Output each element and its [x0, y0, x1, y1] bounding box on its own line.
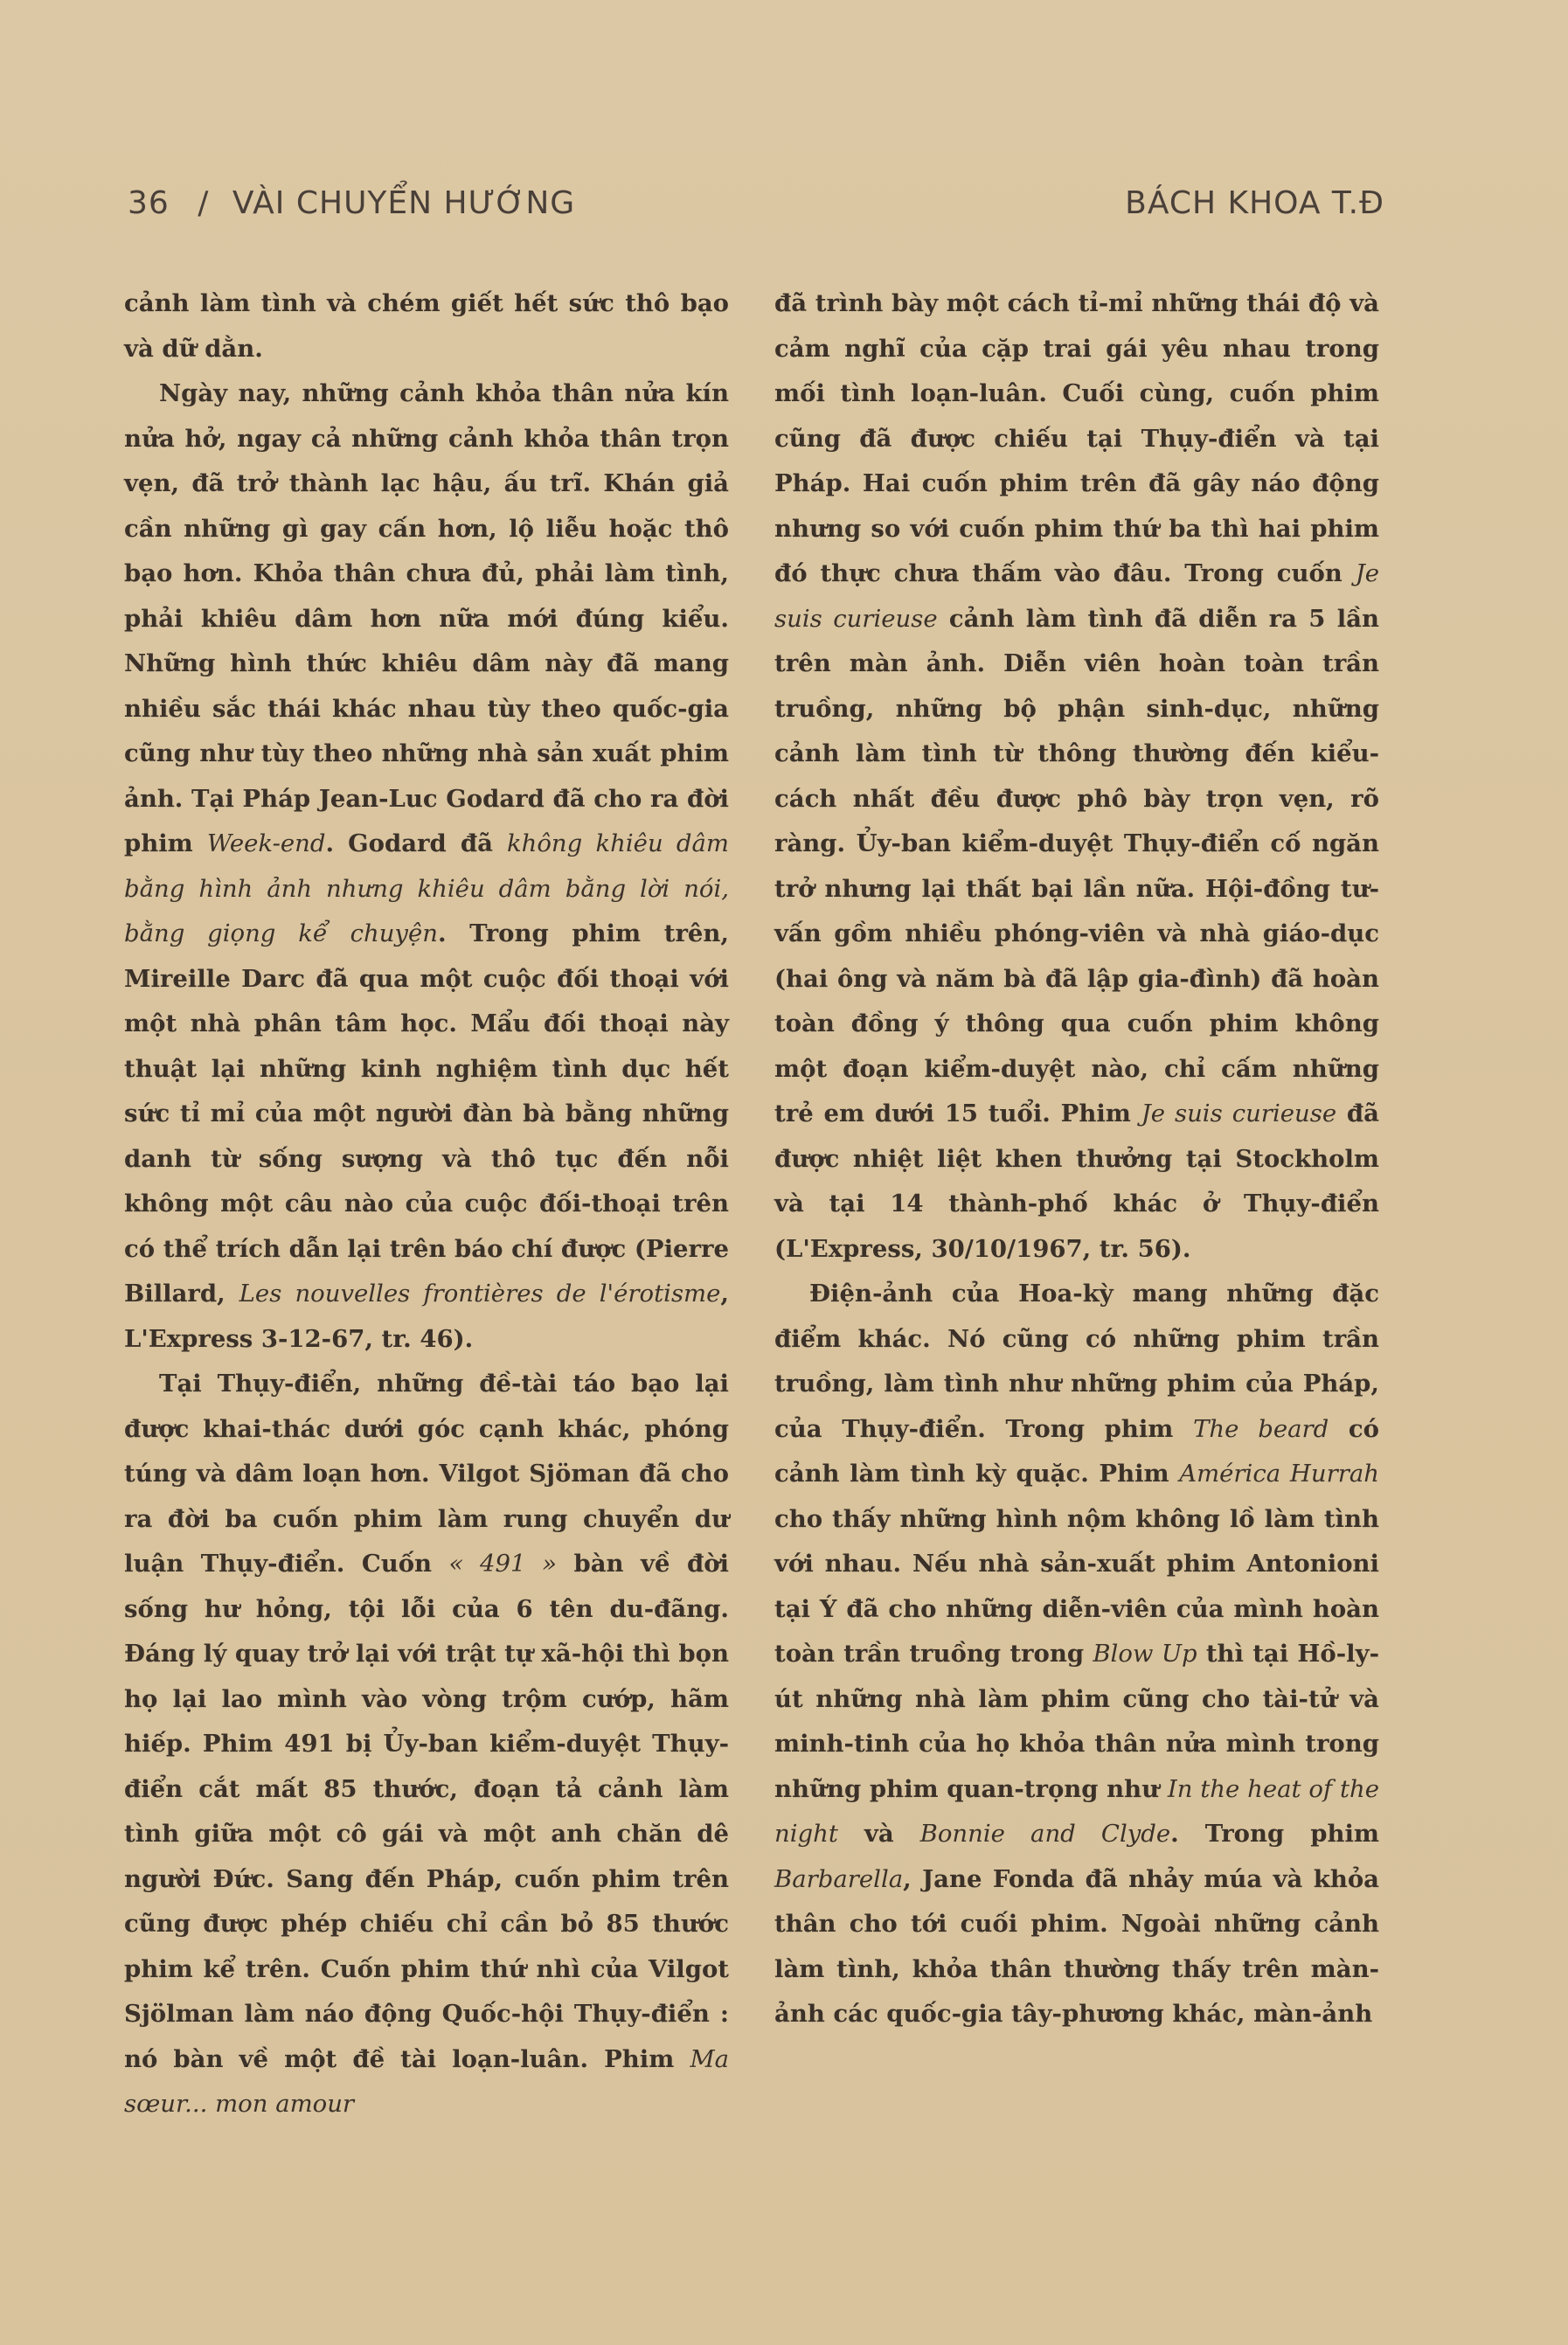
text: đã được nhiệt liệt khen thưởng tại Stockholm và tại 14 thành-phố khác ở Thụy-điển (L'Express, 30/10/1967, tr. 56).: [774, 1100, 1379, 1263]
film-title: Blow Up: [1093, 1640, 1197, 1668]
publication-name: BÁCH KHOA T.Đ: [1125, 185, 1384, 221]
text: cảnh làm tình đã diễn ra 5 lần trên màn ảnh. Diễn viên hoàn toàn trần truồng, những bộ phận sinh-dục, những cảnh làm tình từ thông thường đến kiểu-cách nhất đều được phô bày trọn vẹn, rõ ràng. Ủy-ban kiểm-duyệt Thụy-điển cố ngăn trở nhưng lại thất bại lần nữa. Hội-đồng tư-vấn gồm nhiều phóng-viên và nhà giáo-dục (hai ông và năm bà đã lập gia-đình) đã hoàn toàn đồng ý thông qua cuốn phim không một đoạn kiểm-duyệt nào, chỉ cấm những trẻ em dưới 15 tuổi. Phim: [774, 604, 1379, 1127]
text: Tại Thụy-điển, những đề-tài táo bạo lại được khai-thác dưới góc cạnh khác, phóng túng và dâm loạn hơn. Vilgot Sjöman đã cho ra đời ba cuốn phim làm rung chuyển dư luận Thụy-điển. Cuốn: [124, 1370, 729, 1578]
paragraph: [124, 371, 729, 1362]
text: , Jane Fonda đã nhảy múa và khỏa thân cho tới cuối phim. Ngoài những cảnh làm tình, khỏa thân thường thấy trên màn-ảnh các quốc-gia tây-phương khác, màn-ảnh: [774, 1864, 1379, 2028]
film-title: América Hurrah: [1179, 1460, 1379, 1488]
film-title: Bonnie and Clyde: [919, 1820, 1171, 1848]
header-left: [128, 185, 575, 221]
film-title: Ma sœur... mon amour: [124, 2044, 729, 2118]
film-title: Barbarella: [774, 1864, 904, 1893]
quote: không khiêu dâm bằng hình ảnh nhưng khiêu dâm bằng lời nói, bằng giọng kể chuyện: [124, 829, 729, 947]
book-title: Les nouvelles frontières de l'érotisme: [239, 1280, 721, 1308]
section-title: VÀI CHUYỂN HƯỚNG: [232, 185, 576, 221]
text: bàn về đời sống hư hỏng, tội lỗi của 6 tên du-đãng. Đáng lý quay trở lại với trật tự xã-hội thì bọn họ lại lao mình vào vòng trộm cướp, hãm hiếp. Phim 491 bị Ủy-ban kiểm-duyệt Thụy-điển cắt mất 85 thước, đoạn tả cảnh làm tình giữa một cô gái và một anh chăn dê người Đức. Sang đến Pháp, cuốn phim trên cũng được phép chiếu chỉ cần bỏ 85 thước phim kể trên. Cuốn phim thứ nhì của Vilgot Sjölman làm náo động Quốc-hội Thụy-điển : nó bàn về một đề tài loạn-luân. Phim: [124, 1550, 730, 2073]
film-title: Je suis curieuse: [774, 559, 1379, 633]
paragraph: [774, 1272, 1379, 2037]
film-title: In the heat of the night: [774, 1774, 1380, 1848]
text: cảnh làm tình và chém giết hết sức thô bạo và dữ dằn.: [124, 289, 729, 363]
header-separator: /: [198, 185, 210, 221]
paragraph: [124, 281, 729, 371]
text: cho thấy những hình nộm không lồ làm tình với nhau. Nếu nhà sản-xuất phim Antonioni tại Ý đã cho những diễn-viên của mình hoàn toàn trần truồng trong: [774, 1504, 1379, 1668]
text: có cảnh làm tình kỳ quặc. Phim: [774, 1414, 1379, 1488]
left-column: [124, 281, 729, 2127]
page-header: [128, 185, 1384, 238]
text: . Trong phim: [1170, 1820, 1379, 1848]
film-title: « 491 »: [448, 1550, 557, 1578]
page-number: 36: [128, 185, 170, 221]
text: và: [837, 1820, 920, 1848]
text: . Trong phim trên, Mireille Darc đã qua một cuộc đối thoại với một nhà phân tâm học. Mẩu đối thoại này thuật lại những kinh nghiệm tình dục hết sức tỉ mỉ của một người đàn bà bằng những danh từ sống sượng và thô tục đến nỗi không một câu nào của cuộc đối-thoại trên có thể trích dẫn lại trên báo chí được (Pierre Billard,: [124, 919, 729, 1308]
text: đã trình bày một cách tỉ-mỉ những thái độ và cảm nghĩ của cặp trai gái yêu nhau trong mối tình loạn-luân. Cuối cùng, cuốn phim cũng đã được chiếu tại Thụy-điển và tại Pháp. Hai cuốn phim trên đã gây náo động nhưng so với cuốn phim thứ ba thì hai phim đó thực chưa thấm vào đâu. Trong cuốn: [774, 289, 1379, 587]
film-title: The beard: [1193, 1414, 1329, 1443]
text: Ngày nay, những cảnh khỏa thân nửa kín nửa hở, ngay cả những cảnh khỏa thân trọn vẹn, đã trở thành lạc hậu, ấu trĩ. Khán giả cần những gì gay cấn hơn, lộ liễu hoặc thô bạo hơn. Khỏa thân chưa đủ, phải làm tình, phải khiêu dâm hơn nữa mới đúng kiểu. Những hình thức khiêu dâm này đã mang nhiều sắc thái khác nhau tùy theo quốc-gia cũng như tùy theo những nhà sản xuất phim ảnh. Tại Pháp Jean-Luc Godard đã cho ra đời phim: [124, 379, 729, 857]
film-title: Week-end: [206, 829, 326, 857]
text: . Godard đã: [325, 829, 507, 857]
text: Điện-ảnh của Hoa-kỳ mang những đặc điểm khác. Nó cũng có những phim trần truồng, làm tình như những phim của Pháp, của Thụy-điển. Trong phim: [774, 1280, 1379, 1443]
film-title: Je suis curieuse: [1141, 1100, 1337, 1127]
text: , L'Express 3-12-67, tr. 46).: [124, 1280, 729, 1353]
paragraph: [124, 1362, 729, 2127]
text: thì tại Hồ-ly-út những nhà làm phim cũng cho tài-tử và minh-tinh của họ khỏa thân nửa mình trong những phim quan-trọng như: [774, 1640, 1379, 1803]
right-column: [774, 281, 1379, 2037]
paragraph: [774, 281, 1379, 1272]
